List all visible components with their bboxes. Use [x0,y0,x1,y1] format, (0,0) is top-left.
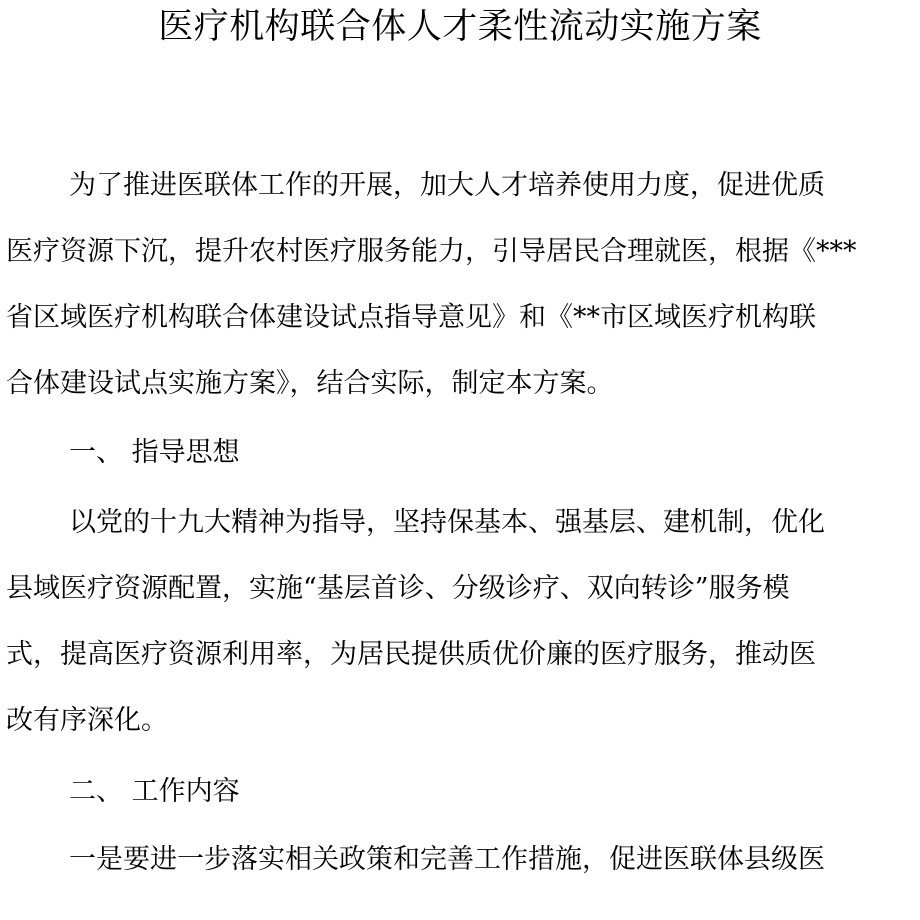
section1-line-1: 以党的十九大精神为指导，坚持保基本、强基层、建机制，优化 [69,507,825,538]
document-title: 医疗机构联合体人才柔性流动实施方案 [158,7,762,47]
intro-line-2: 医疗资源下沉，提升农村医疗服务能力，引导居民合理就医，根据《*** [6,236,857,267]
intro-line-1: 为了推进医联体工作的开展，加大人才培养使用力度，促进优质 [69,170,825,201]
section1-heading: 一、 指导思想 [69,437,240,468]
section2-heading: 二、 工作内容 [69,776,240,807]
section1-line-4: 改有序深化。 [6,705,168,736]
section2-line-1: 一是要进一步落实相关政策和完善工作措施，促进医联体县级医 [69,844,825,875]
section1-line-3: 式，提高医疗资源利用率，为居民提供质优价廉的医疗服务，推动医 [6,639,816,670]
section1-line-2: 县域医疗资源配置，实施“基层首诊、分级诊疗、双向转诊”服务模 [6,573,790,604]
intro-line-4: 合体建设试点实施方案》，结合实际，制定本方案。 [6,368,614,399]
intro-line-3: 省区域医疗机构联合体建设试点指导意见》和《**市区域医疗机构联 [6,302,816,333]
